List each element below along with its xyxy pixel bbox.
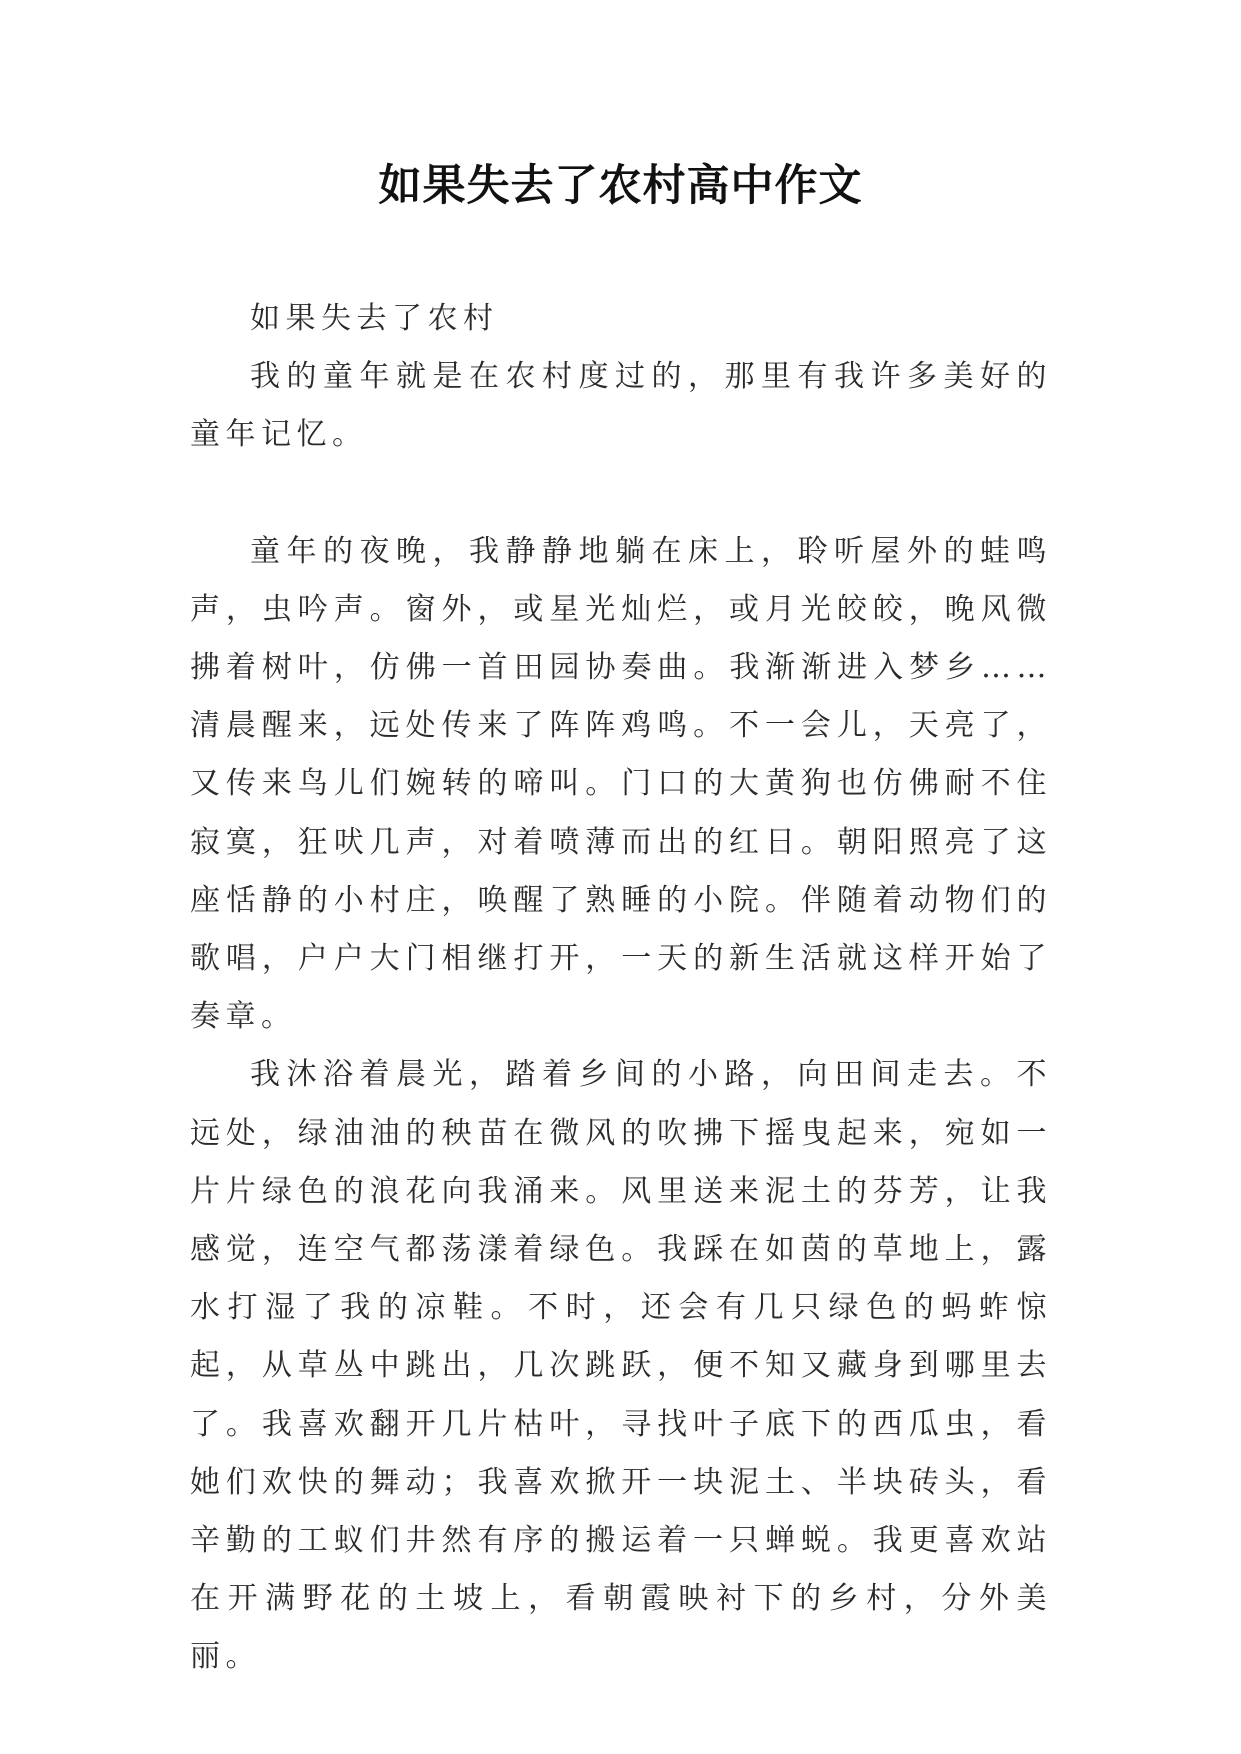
document-title: 如果失去了农村高中作文 bbox=[378, 161, 863, 211]
paragraph-fields: 我沐浴着晨光，踏着乡间的小路，向田间走去。不远处，绿油油的秧苗在微风的吹拂下摇曳起来，宛如一片片绿色的浪花向我涌来。风里送来泥土的芬芳，让我感觉，连空气都荡漾着绿色。我踩在如茵的草地上，露水打湿了我的凉鞋。不时，还会有几只绿色的蚂蚱惊起，从草丛中跳出，几次跳跃，便不知又藏身到哪里去了。我喜欢翻开几片枯叶，寻找叶子底下的西瓜虫，看她们欢快的舞动；我喜欢掀开一块泥土、半块砖头，看辛勤的工蚁们井然有序的搬运着一只蝉蜕。我更喜欢站在开满野花的土坡上，看朝霞映衬下的乡村，分外美丽。 bbox=[190, 1057, 1052, 1675]
paragraph-intro: 我的童年就是在农村度过的，那里有我许多美好的童年记忆。 bbox=[190, 359, 1052, 453]
document-body bbox=[190, 290, 1052, 1687]
essay-subtitle: 如果失去了农村 bbox=[250, 301, 499, 336]
paragraph-night: 童年的夜晚，我静静地躺在床上，聆听屋外的蛙鸣声，虫吟声。窗外，或星光灿烂，或月光皎皎，晚风微拂着树叶，仿佛一首田园协奏曲。我渐渐进入梦乡……清晨醒来，远处传来了阵阵鸡鸣。不一会儿，天亮了，又传来鸟儿们婉转的啼叫。门口的大黄狗也仿佛耐不住寂寞，狂吠几声，对着喷薄而出的红日。朝阳照亮了这座恬静的小村庄，唤醒了熟睡的小院。伴随着动物们的歌唱，户户大门相继打开，一天的新生活就这样开始了奏章。 bbox=[190, 533, 1052, 1035]
